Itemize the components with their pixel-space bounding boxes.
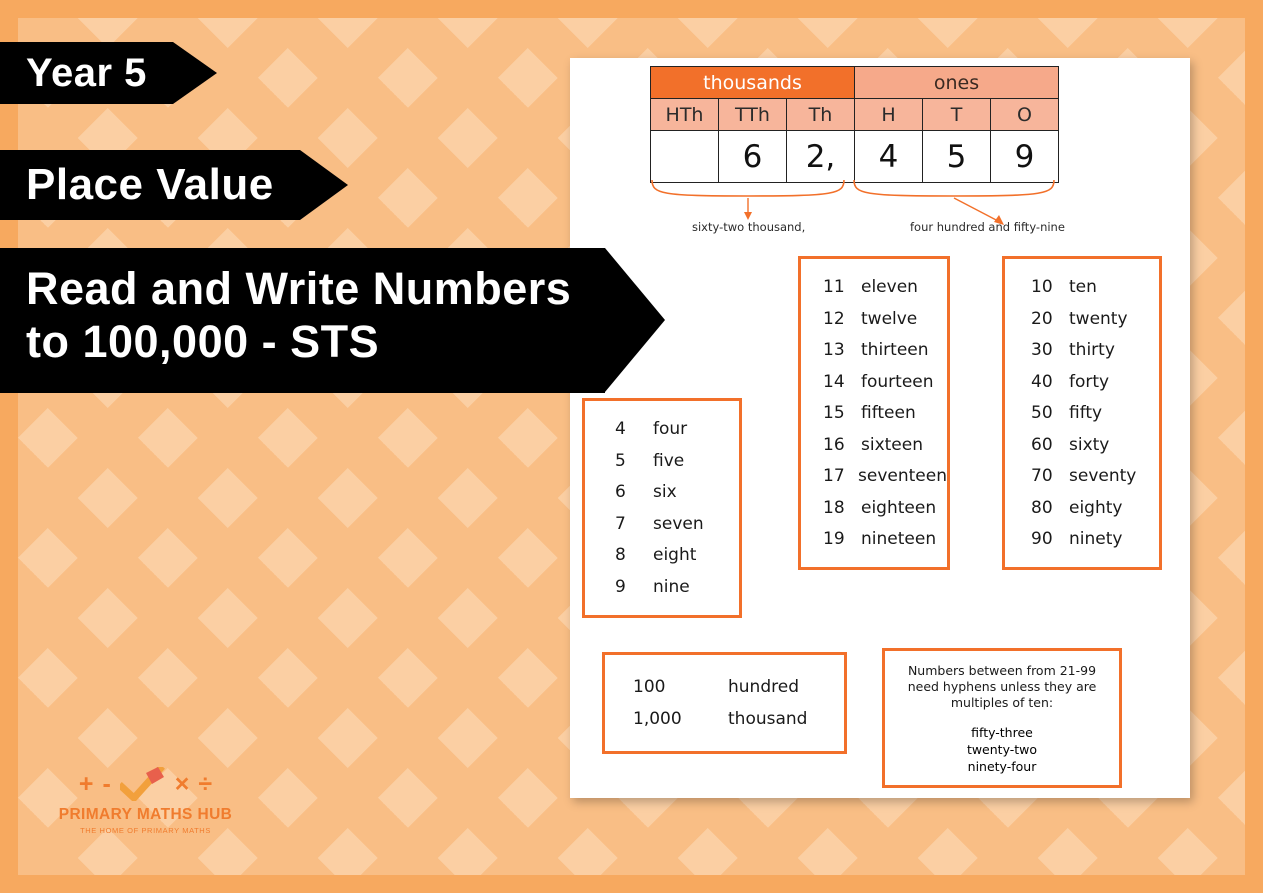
- teens-number-box: [798, 256, 950, 570]
- word: four: [653, 419, 688, 439]
- note-text: Numbers between from 21-99 need hyphens unless they are multiples of ten:: [907, 663, 1097, 710]
- list-item: [615, 451, 739, 471]
- list-item: [615, 577, 739, 597]
- number: 18: [823, 497, 845, 518]
- group-header-ones: ones: [855, 67, 1059, 99]
- column-header-th: Th: [787, 99, 855, 131]
- teens-list: [823, 277, 947, 549]
- word: eighty: [1069, 497, 1123, 518]
- list-item: [1031, 466, 1159, 486]
- list-item: [633, 709, 844, 729]
- list-item: [615, 545, 739, 565]
- word: nine: [653, 576, 690, 597]
- table-row-headers: [651, 99, 1059, 131]
- banner-arrow-tip-icon: [300, 150, 348, 220]
- word: eight: [653, 545, 697, 565]
- digit-hth: [651, 131, 719, 183]
- checkmark-icon: [120, 767, 166, 801]
- banner-title-line-2: to 100,000 - STS: [26, 316, 380, 368]
- word: seventeen: [858, 466, 947, 486]
- word: eleven: [861, 277, 918, 297]
- banner-topic-label: Place Value: [26, 160, 274, 209]
- number: 5: [615, 450, 626, 471]
- list-item: [823, 277, 947, 297]
- annotation-ones-words: four hundred and fifty-nine: [910, 220, 1065, 234]
- plus-icon: +: [78, 769, 94, 798]
- list-item: [615, 514, 739, 534]
- digit-tth: 6: [719, 131, 787, 183]
- word: ninety: [1069, 529, 1123, 549]
- word: ten: [1069, 277, 1097, 297]
- list-item: [615, 419, 739, 439]
- column-header-o: O: [991, 99, 1059, 131]
- list-item: [1031, 340, 1159, 360]
- number: 1,000: [633, 708, 682, 729]
- hyphen-rule-note-box: [882, 648, 1122, 788]
- list-item: [1031, 277, 1159, 297]
- word: fourteen: [861, 371, 934, 392]
- banner-lesson-title: [0, 248, 605, 393]
- list-item: [823, 466, 947, 486]
- word: eighteen: [861, 497, 937, 518]
- banner-topic: [0, 150, 300, 220]
- place-value-table: [650, 66, 1059, 183]
- list-item: [633, 677, 844, 697]
- column-header-tth: TTh: [719, 99, 787, 131]
- number: 14: [823, 371, 845, 392]
- list-item: [823, 498, 947, 518]
- word: thirty: [1069, 340, 1115, 360]
- word: thirteen: [861, 340, 929, 360]
- digit-h: 4: [855, 131, 923, 183]
- group-header-thousands: thousands: [651, 67, 855, 99]
- number: 20: [1031, 308, 1053, 329]
- number: 11: [823, 277, 845, 297]
- number: 16: [823, 434, 845, 455]
- logo-symbols: [48, 764, 243, 804]
- column-header-t: T: [923, 99, 991, 131]
- list-item: [823, 403, 947, 423]
- number: 12: [823, 308, 845, 329]
- list-item: [823, 372, 947, 392]
- list-item: [823, 435, 947, 455]
- table-row-digits: [651, 131, 1059, 183]
- tens-list: [1031, 277, 1159, 549]
- list-item: [1031, 498, 1159, 518]
- word: sixty: [1069, 434, 1110, 455]
- number: 9: [615, 576, 626, 597]
- column-header-hth: HTh: [651, 99, 719, 131]
- column-header-h: H: [855, 99, 923, 131]
- hundreds-thousands-box: [602, 652, 847, 754]
- banner-arrow-tip-icon: [173, 42, 217, 104]
- list-item: [823, 309, 947, 329]
- number: 8: [615, 545, 626, 565]
- number: 60: [1031, 434, 1053, 455]
- digit-th: 2,: [787, 131, 855, 183]
- minus-icon: -: [102, 769, 111, 798]
- word: twenty: [1069, 308, 1128, 329]
- primary-maths-hub-logo: [48, 764, 243, 835]
- tens-number-box: [1002, 256, 1162, 570]
- number: 6: [615, 482, 626, 502]
- banner-title-line-1: Read and Write Numbers: [26, 263, 572, 314]
- list-item: [615, 482, 739, 502]
- units-number-box: [582, 398, 742, 618]
- logo-tagline: THE HOME OF PRIMARY MATHS: [80, 826, 211, 835]
- number: 4: [615, 419, 626, 439]
- word: twelve: [861, 308, 918, 329]
- logo-name: PRIMARY MATHS HUB: [58, 806, 233, 823]
- hundreds-list: [633, 677, 844, 729]
- divide-icon: ÷: [198, 769, 213, 798]
- list-item: [823, 340, 947, 360]
- note-example: fifty-three: [971, 725, 1033, 740]
- number: 30: [1031, 340, 1053, 360]
- number: 90: [1031, 529, 1053, 549]
- number: 17: [823, 466, 845, 486]
- number: 80: [1031, 497, 1053, 518]
- note-examples: [895, 725, 1109, 776]
- list-item: [1031, 529, 1159, 549]
- word: fifty: [1069, 403, 1103, 423]
- times-icon: ×: [174, 769, 190, 798]
- list-item: [823, 529, 947, 549]
- word: six: [653, 482, 677, 502]
- number: 50: [1031, 403, 1053, 423]
- banner-year-label: Year 5: [26, 50, 147, 95]
- word: thousand: [728, 708, 808, 729]
- units-list: [615, 419, 739, 597]
- number: 19: [823, 529, 845, 549]
- number: 100: [633, 677, 666, 697]
- annotation-thousands-words: sixty-two thousand,: [692, 220, 806, 234]
- word: nineteen: [861, 529, 937, 549]
- word: forty: [1069, 371, 1110, 392]
- number: 70: [1031, 466, 1053, 486]
- list-item: [1031, 403, 1159, 423]
- list-item: [1031, 435, 1159, 455]
- word: fifteen: [861, 403, 916, 423]
- table-row-groups: [651, 67, 1059, 99]
- number: 15: [823, 403, 845, 423]
- word: sixteen: [861, 434, 923, 455]
- word: hundred: [728, 677, 799, 697]
- number: 10: [1031, 277, 1053, 297]
- banner-year-level: [0, 42, 173, 104]
- banner-arrow-tip-icon: [605, 248, 665, 392]
- list-item: [1031, 372, 1159, 392]
- note-example: ninety-four: [967, 758, 1037, 774]
- number: 7: [615, 513, 626, 534]
- list-item: [1031, 309, 1159, 329]
- word: seven: [653, 513, 704, 534]
- word: seventy: [1069, 466, 1137, 486]
- word: five: [653, 450, 685, 471]
- digit-t: 5: [923, 131, 991, 183]
- digit-o: 9: [991, 131, 1059, 183]
- note-example: twenty-two: [966, 741, 1038, 757]
- number: 40: [1031, 371, 1053, 392]
- worksheet-card: [570, 58, 1190, 798]
- number: 13: [823, 340, 845, 360]
